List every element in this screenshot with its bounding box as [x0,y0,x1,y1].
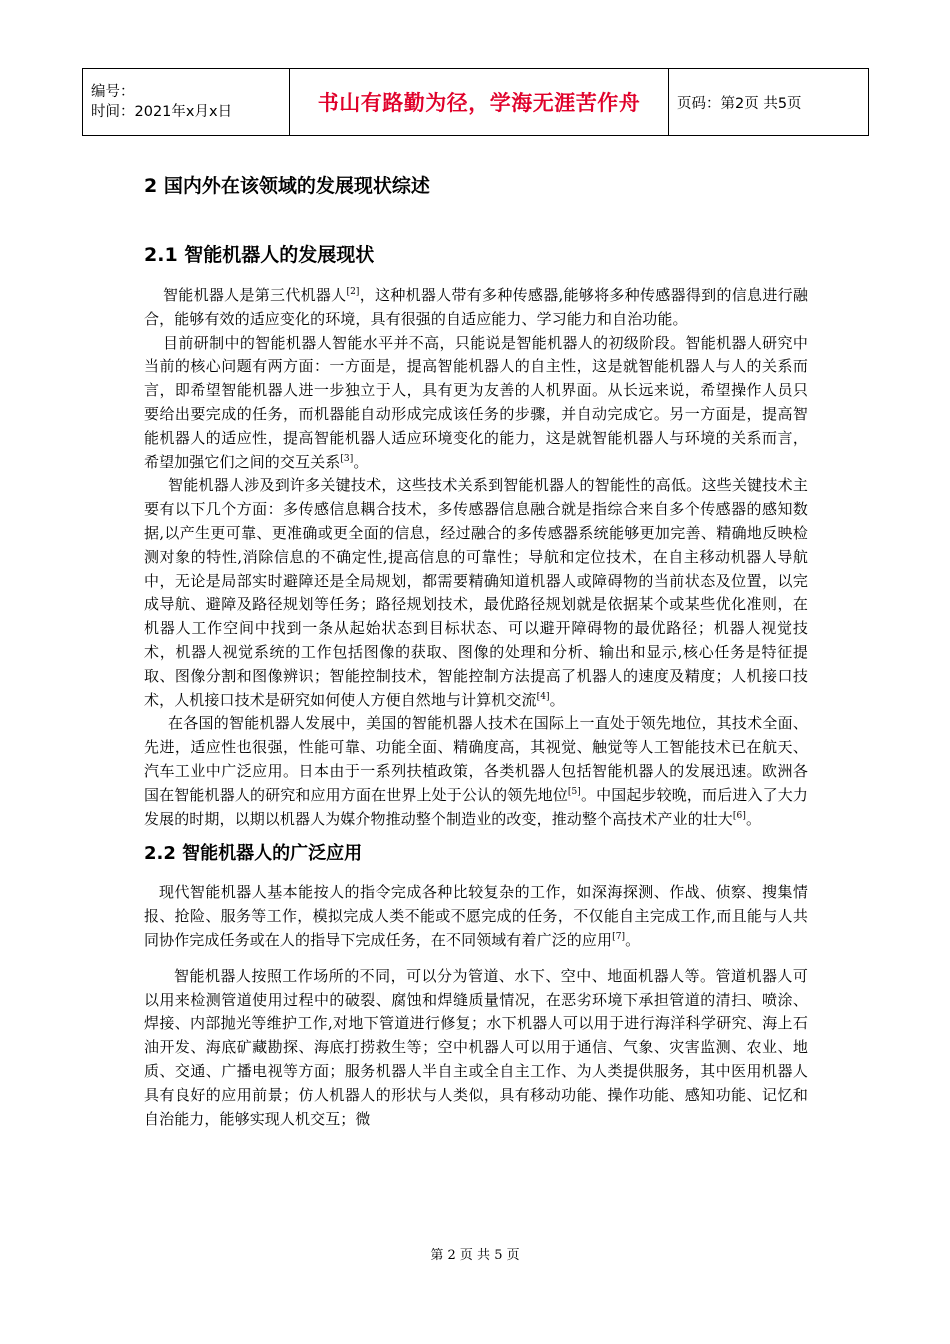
header-motto-cell [290,69,669,136]
number-label: 编号： [91,84,135,100]
paragraph: 智能机器人是第三代机器人[2]，这种机器人带有多种传感器,能够将多种传感器得到的信息进行融合，能够有效的适应变化的环境，具有很强的自适应能力、学习能力和自治功能。 [144,286,808,328]
citation: [3] [340,453,354,464]
date-label: 时间：2021年x月x日 [91,104,233,120]
paragraph: 现代智能机器人基本能按人的指令完成各种比较复杂的工作，如深海探测、作战、侦察、搜集情报、抢险、服务等工作，模拟完成人类不能或不愿完成的任务，不仅能自主完成工作,而且能与人共同协作完成任务或在人的指导下完成任务，在不同领域有着广泛的应用[7]。 [144,883,808,949]
footer-page-number: 第 2 页 共 5 页 [430,1248,520,1263]
citation: [6] [732,810,746,821]
citation: [4] [536,691,550,702]
subsection-title-2-1: 2.1 智能机器人的发展现状 [144,244,375,266]
document-body [144,168,808,1131]
section-title: 2 国内外在该领域的发展现状综述 [144,175,430,197]
citation: [5] [567,786,581,797]
paragraph: 智能机器人按照工作场所的不同，可以分为管道、水下、空中、地面机器人等。管道机器人可以用来检测管道使用过程中的破裂、腐蚀和焊缝质量情况，在恶劣环境下承担管道的清扫、喷涂、焊接、内部抛光等维护工作,对地下管道进行修复；水下机器人可以用于进行海洋科学研究、海上石油开发、海底矿藏勘探、海底打捞救生等；空中机器人可以用于通信、气象、灾害监测、农业、地质、交通、广播电视等方面；服务机器人半自主或全自主工作、为人类提供服务，其中医用机器人具有良好的应用前景；仿人机器人的形状与人类似，具有移动功能、操作功能、感知功能、记忆和自治能力，能够实现人机交互；微 [144,966,808,1128]
subsection-title-2-2: 2.2 智能机器人的广泛应用 [144,843,363,865]
page-footer [0,1244,950,1263]
citation: [2] [346,287,360,297]
paragraph: 目前研制中的智能机器人智能水平并不高，只能说是智能机器人的初级阶段。智能机器人研究中当前的核心问题有两方面：一方面是，提高智能机器人的自主性，这是就智能机器人与人的关系而言，即希望智能机器人进一步独立于人，具有更为友善的人机界面。从长远来说，希望操作人员只要给出要完成的任务，而机器能自动形成完成该任务的步骤，并自动完成它。另一方面是，提高智能机器人的适应性，提高智能机器人适应环境变化的能力，这是就智能机器人与环境的关系而言，希望加强它们之间的交互关系[3]。 [144,333,808,471]
header-page-label: 页码：第2页 共5页 [669,69,869,136]
header-meta [83,69,290,136]
citation: [7] [612,931,626,942]
paragraph: 在各国的智能机器人发展中，美国的智能机器人技术在国际上一直处于领先地位，其技术全面、先进，适应性也很强，性能可靠、功能全面、精确度高，其视觉、触觉等人工智能技术已在航天、汽车工业中广泛应用。日本由于一系列扶植政策，各类机器人包括智能机器人的发展迅速。欧洲各国在智能机器人的研究和应用方面在世界上处于公认的领先地位[5]。中国起步较晚，而后进入了大力发展的时期，以期以机器人为媒介物推动整个制造业的改变，推动整个高技术产业的壮大[6]。 [144,714,808,828]
motto: 书山有路勤为径，学海无涯苦作舟 [317,91,641,115]
page-header [82,68,869,136]
paragraph: 智能机器人涉及到许多关键技术，这些技术关系到智能机器人的智能性的高低。这些关键技术主要有以下几个方面：多传感信息耦合技术，多传感器信息融合就是指综合来自多个传感器的感知数据,以产生更可靠、更准确或更全面的信息，经过融合的多传感器系统能够更加完善、精确地反映检测对象的特性,消除信息的不确定性,提高信息的可靠性；导航和定位技术，在自主移动机器人导航中，无论是局部实时避障还是全局规划，都需要精确知道机器人或障碍物的当前状态及位置，以完成导航、避障及路径规划等任务；路径规划技术，最优路径规划就是依据某个或某些优化准则，在机器人工作空间中找到一条从起始状态到目标状态、可以避开障碍物的最优路径；机器人视觉技术，机器人视觉系统的工作包括图像的获取、图像的处理和分析、输出和显示,核心任务是特征提取、图像分割和图像辨识；智能控制技术，智能控制方法提高了机器人的速度及精度；人机接口技术，人机接口技术是研究如何使人方便自然地与计算机交流[4]。 [144,476,808,709]
